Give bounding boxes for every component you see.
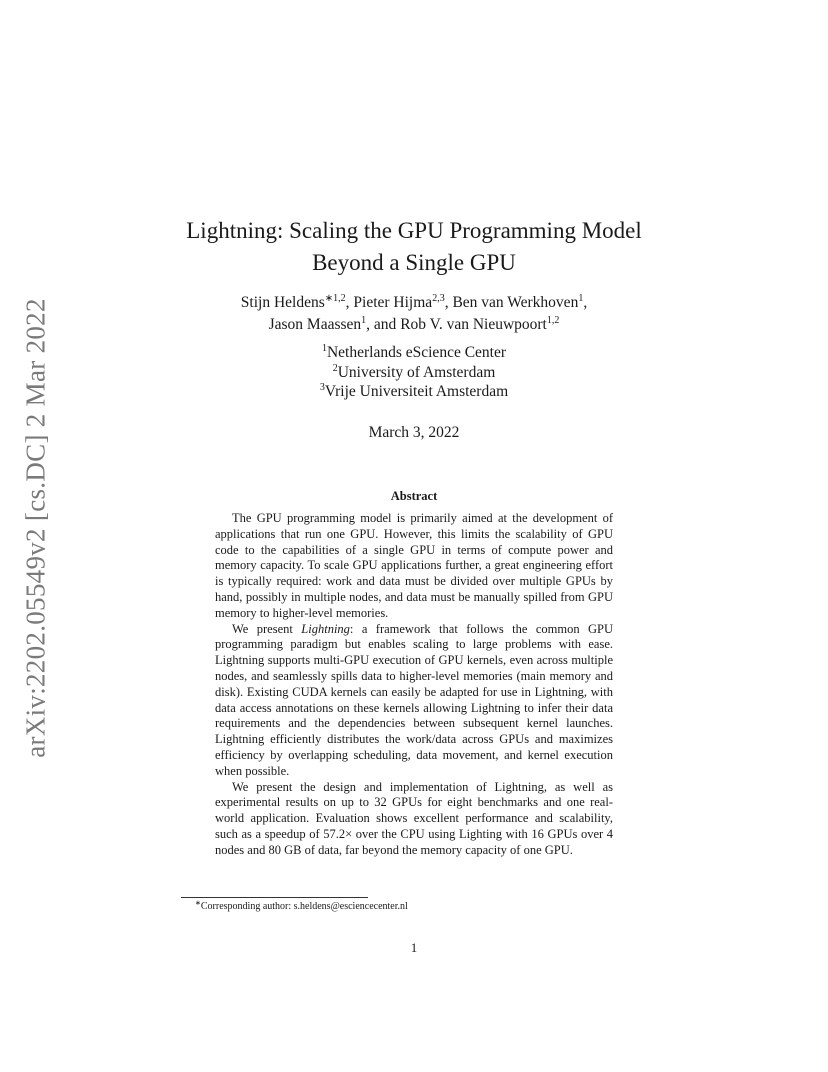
author-affiliation-mark: ∗1,2 (324, 293, 346, 304)
author-name: Jason Maassen (268, 316, 362, 333)
author-name: Pieter Hijma (353, 294, 433, 311)
affiliation-mark: 3 (319, 382, 325, 393)
author-separator: , (583, 294, 588, 311)
footnote-mark: ∗ (195, 899, 201, 907)
author-line-1 (150, 292, 678, 314)
abstract-body (215, 511, 613, 859)
affiliation-name: University of Amsterdam (337, 363, 496, 381)
author-name: Stijn Heldens (240, 294, 325, 311)
author-affiliation-mark: 1 (578, 293, 584, 304)
footnote (195, 900, 655, 914)
paper-title (150, 215, 678, 279)
author-separator: , (345, 294, 354, 311)
abstract-text: We present (232, 621, 302, 636)
affiliation-name: Vrije Universiteit Amsterdam (324, 383, 509, 400)
author-affiliation-mark: 1 (361, 315, 367, 326)
author-list (150, 292, 678, 336)
title-line-1: Lightning: Scaling the GPU Programming Model (186, 218, 642, 243)
affiliation-mark: 1 (321, 343, 327, 354)
affiliation-item (150, 363, 678, 383)
arxiv-identifier-stamp: arXiv:2202.05549v2 [cs.DC] 2 Mar 2022 (20, 298, 51, 758)
author-name: Rob V. van Nieuwpoort (400, 316, 547, 333)
abstract-emphasis: Lightning (301, 621, 350, 636)
affiliation-item (150, 382, 678, 402)
footnote-divider (181, 897, 368, 898)
author-affiliation-mark: 1,2 (546, 315, 560, 326)
footnote-text: Corresponding author: s.heldens@esciencecenter.nl (200, 901, 408, 912)
abstract-paragraph-3: We present the design and implementation of Lightning, as well as experimental results on up to 32 GPUs for eight benchmarks and one real-world application. Evaluation shows excellent performance and scalability, such as a speedup of 57.2× over the CPU using Lighting with 16 GPUs over 4 nodes and 80 GB of data, far beyond the memory capacity of one GPU. (215, 779, 613, 857)
abstract-heading: Abstract (390, 489, 438, 503)
abstract-paragraph-1: The GPU programming model is primarily aimed at the development of applications that run one GPU. However, this limits the scalability of GPU code to the capabilities of a single GPU in terms of compute power and memory capacity. To scale GPU applications further, a great engineering effort is typically required: work and data must be divided over multiple GPUs by hand, possibly in multiple nodes, and data must be manually spilled from GPU memory to higher-level memories. (215, 511, 613, 620)
affiliation-mark: 2 (332, 362, 338, 374)
abstract-paragraph-2 (215, 622, 613, 780)
affiliation-item (150, 343, 678, 363)
abstract-text: : a framework that follows the common GPU programming paradigm but enables scaling to large problems with ease. Lightning supports multi-GPU execution of GPU kernels, even across multiple nodes, and seamlessly spills data to higher-level memories (main memory and disk). Existing CUDA kernels can easily be adapted for use in Lightning, with data access annotations on these kernels allowing Lightning to infer their data requirements and the dependencies between subsequent kernel launches. Lightning efficiently distributes the work/data across GPUs and maximizes efficiency by overlapping scheduling, data movement, and kernel execution when possible. (215, 621, 613, 778)
page-number: 1 (410, 940, 418, 955)
author-separator: , (444, 294, 453, 311)
author-name: Ben van Werkhoven (452, 294, 579, 311)
publication-date: March 3, 2022 (368, 424, 460, 441)
affiliation-list (150, 343, 678, 402)
title-line-2: Beyond a Single GPU (312, 250, 516, 275)
author-affiliation-mark: 2,3 (432, 293, 445, 304)
affiliation-name: Netherlands eScience Center (326, 344, 507, 361)
author-line-2 (150, 314, 678, 336)
author-separator: , and (366, 316, 401, 333)
